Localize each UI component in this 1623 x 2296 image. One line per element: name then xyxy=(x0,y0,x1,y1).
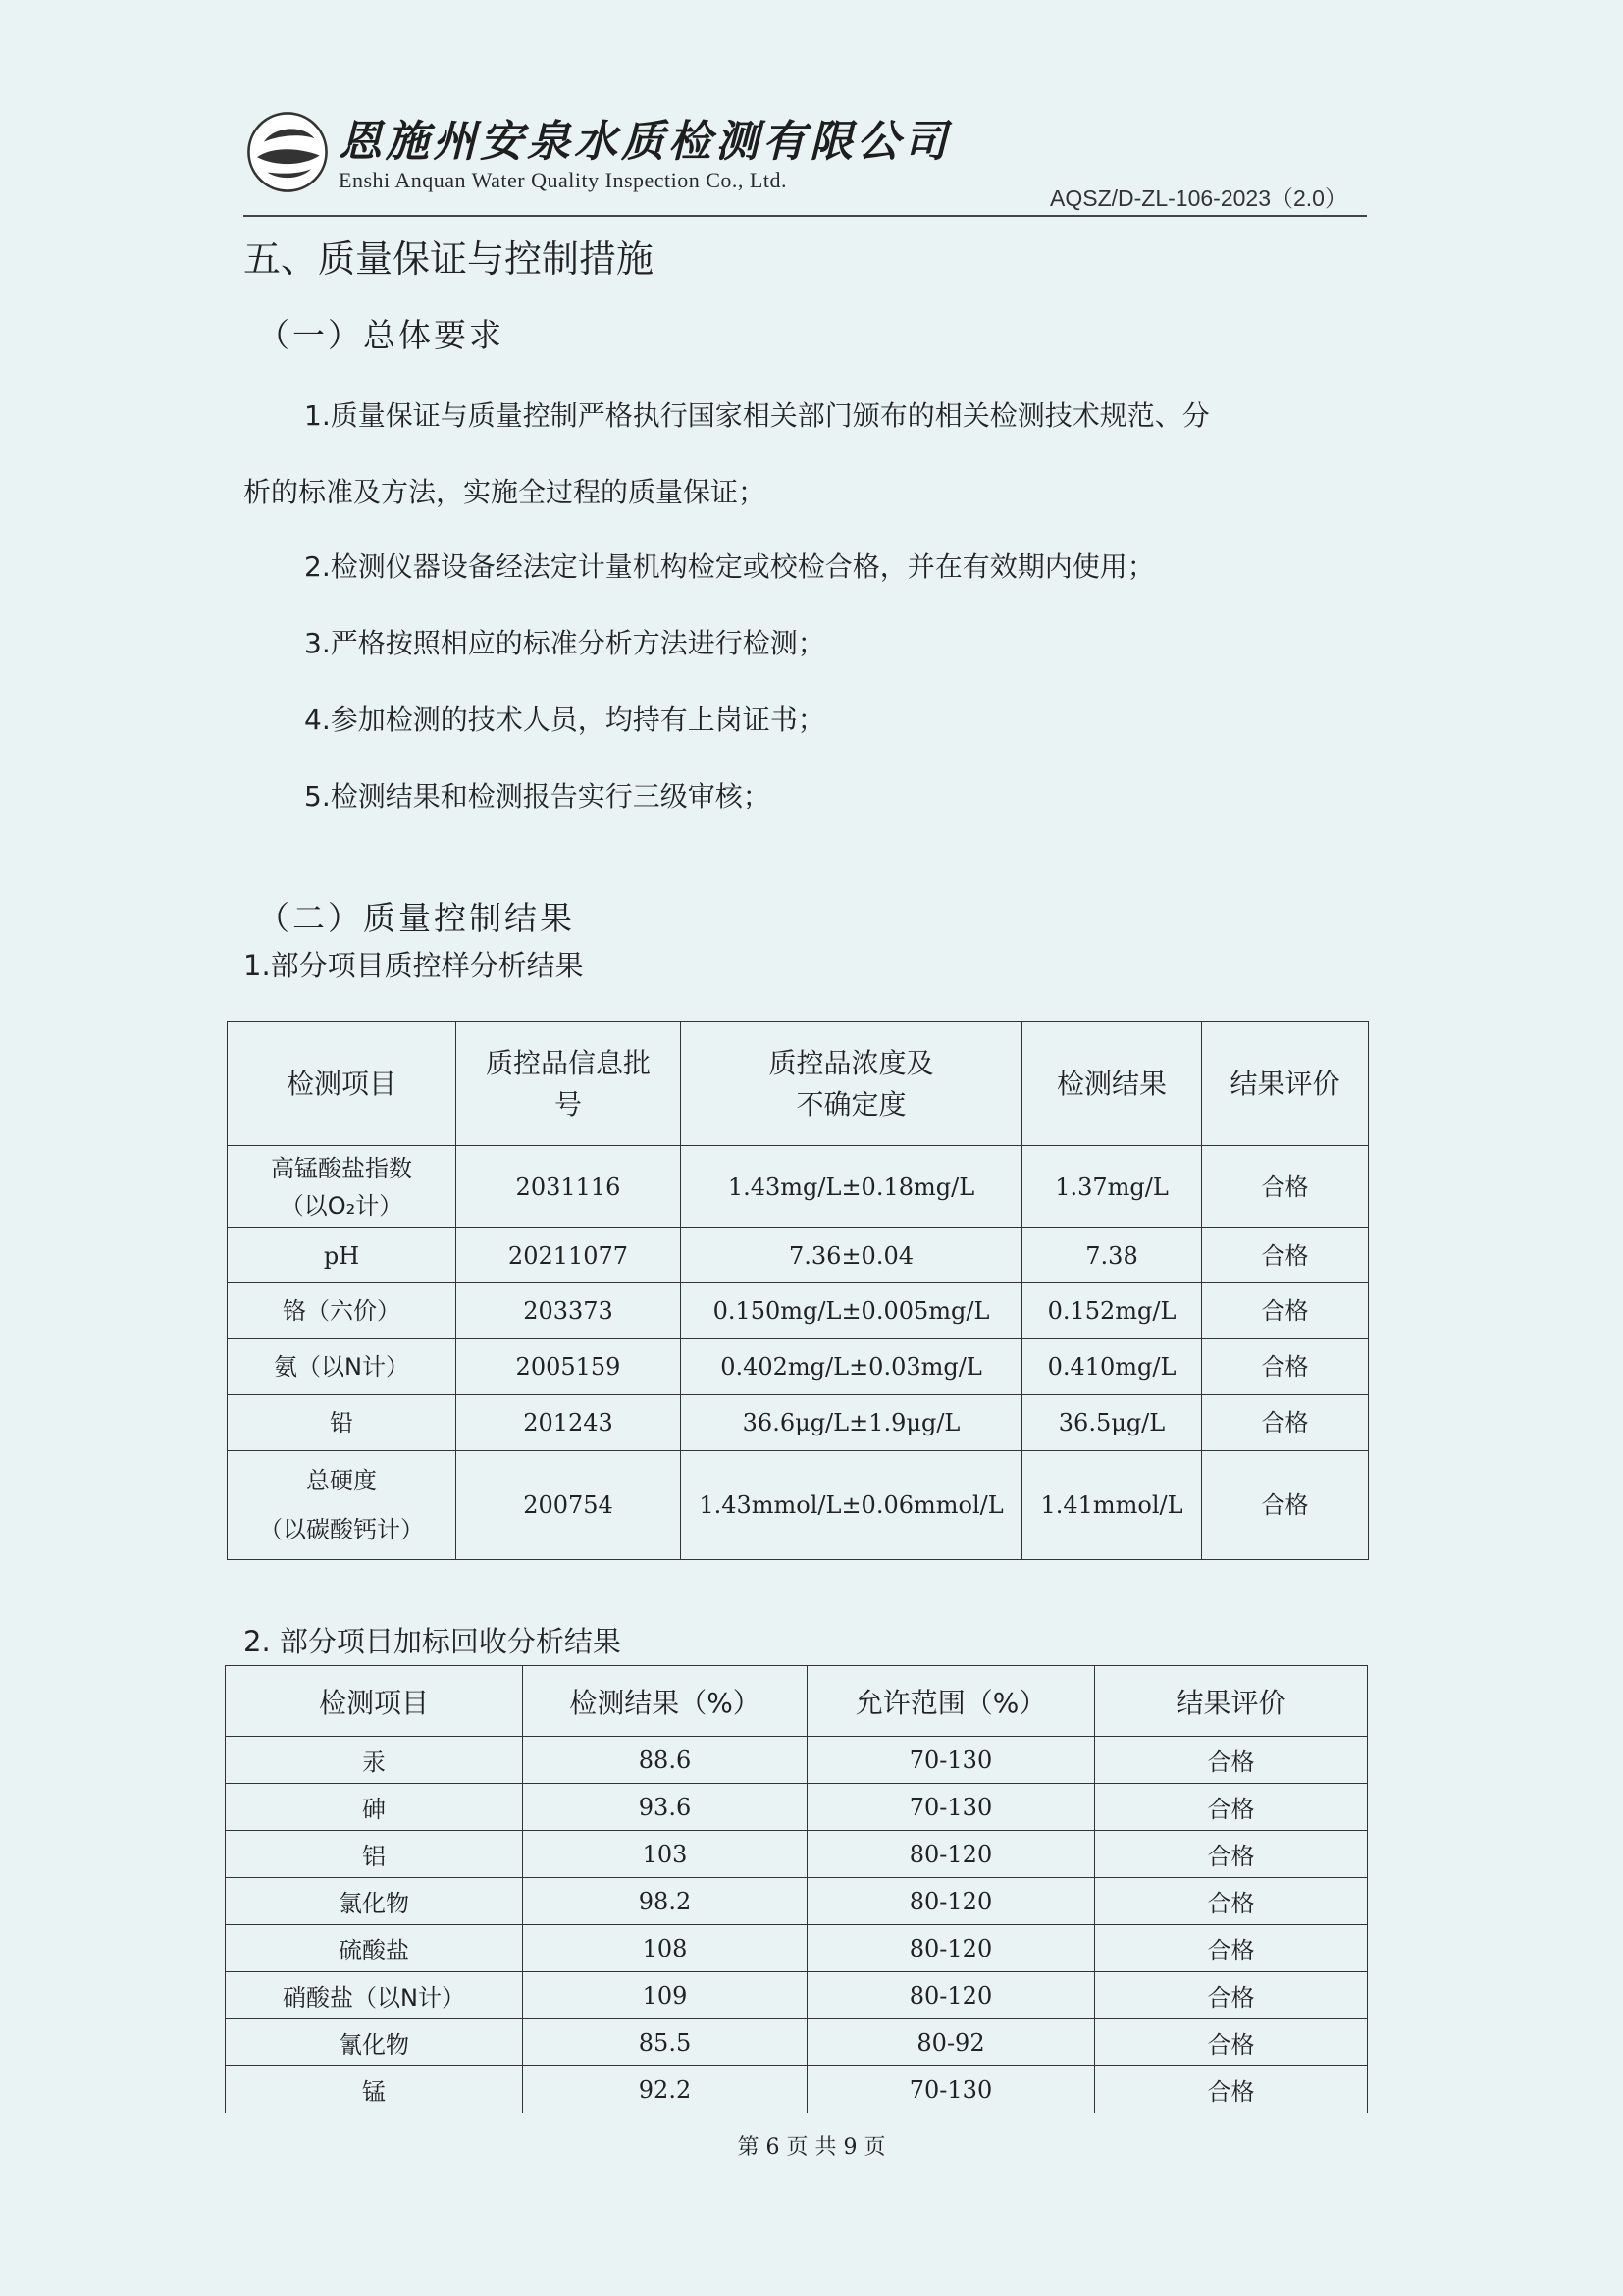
item-cell: 铅 xyxy=(228,1395,456,1451)
evaluation-cell: 合格 xyxy=(1202,1395,1369,1451)
header-divider xyxy=(243,215,1367,217)
range-cell: 70-130 xyxy=(808,1784,1095,1831)
item-name: 高锰酸盐指数 xyxy=(271,1154,412,1182)
table-row xyxy=(226,1737,1368,1784)
general-requirements-heading: （一）总体要求 xyxy=(257,316,504,354)
table-row xyxy=(228,1451,1369,1560)
result-cell: 108 xyxy=(523,1925,808,1972)
company-logo-icon xyxy=(245,110,330,194)
item-cell: 氨（以N计） xyxy=(228,1339,456,1395)
evaluation-cell: 合格 xyxy=(1202,1228,1369,1283)
range-cell: 80-120 xyxy=(808,1831,1095,1878)
concentration-cell: 1.43mg/L±0.18mg/L xyxy=(681,1146,1022,1228)
item-note: （以碳酸钙计） xyxy=(259,1516,424,1543)
col-header-result: 检测结果 xyxy=(1022,1022,1202,1146)
batch-cell: 201243 xyxy=(456,1395,681,1451)
evaluation-cell: 合格 xyxy=(1095,1878,1368,1925)
range-cell: 70-130 xyxy=(808,1737,1095,1784)
table-header-row xyxy=(228,1022,1369,1146)
company-name-en: Enshi Anquan Water Quality Inspection Co., Ltd. xyxy=(339,168,787,192)
concentration-cell: 1.43mmol/L±0.06mmol/L xyxy=(681,1451,1022,1560)
evaluation-cell: 合格 xyxy=(1202,1339,1369,1395)
item-cell xyxy=(228,1451,456,1560)
table2-caption: 2. 部分项目加标回收分析结果 xyxy=(243,1625,621,1658)
table-row xyxy=(226,1831,1368,1878)
evaluation-cell: 合格 xyxy=(1095,1972,1368,2019)
evaluation-cell: 合格 xyxy=(1095,1784,1368,1831)
batch-cell: 203373 xyxy=(456,1283,681,1339)
batch-cell: 20211077 xyxy=(456,1228,681,1283)
item-cell: 硫酸盐 xyxy=(226,1925,523,1972)
result-cell: 36.5μg/L xyxy=(1022,1395,1202,1451)
col-header-result: 检测结果（%） xyxy=(523,1666,808,1737)
result-cell: 103 xyxy=(523,1831,808,1878)
range-cell: 70-130 xyxy=(808,2066,1095,2113)
table-row xyxy=(226,1972,1368,2019)
result-cell: 1.37mg/L xyxy=(1022,1146,1202,1228)
result-cell: 7.38 xyxy=(1022,1228,1202,1283)
table-row xyxy=(226,1784,1368,1831)
result-cell: 85.5 xyxy=(523,2019,808,2066)
evaluation-cell: 合格 xyxy=(1095,1831,1368,1878)
col-header-batch: 质控品信息批号 xyxy=(456,1022,681,1146)
requirement-item-1: 1.质量保证与质量控制严格执行国家相关部门颁布的相关检测技术规范、分 xyxy=(304,399,1210,432)
result-cell: 93.6 xyxy=(523,1784,808,1831)
item-cell: 锰 xyxy=(226,2066,523,2113)
evaluation-cell: 合格 xyxy=(1202,1146,1369,1228)
table1-caption: 1.部分项目质控样分析结果 xyxy=(243,949,584,982)
batch-cell: 200754 xyxy=(456,1451,681,1560)
document-code: AQSZ/D-ZL-106-2023（2.0） xyxy=(1050,185,1347,211)
batch-cell: 2005159 xyxy=(456,1339,681,1395)
item-cell: 氰化物 xyxy=(226,2019,523,2066)
company-name-cn: 恩施州安泉水质检测有限公司 xyxy=(339,117,951,167)
table-row xyxy=(228,1146,1369,1228)
item-cell: 铝 xyxy=(226,1831,523,1878)
table-row xyxy=(228,1283,1369,1339)
table-header-row xyxy=(226,1666,1368,1737)
result-cell: 88.6 xyxy=(523,1737,808,1784)
evaluation-cell: 合格 xyxy=(1095,1925,1368,1972)
concentration-cell: 36.6μg/L±1.9μg/L xyxy=(681,1395,1022,1451)
item-cell xyxy=(228,1146,456,1228)
col-header-concentration: 质控品浓度及不确定度 xyxy=(681,1022,1022,1146)
qc-sample-table xyxy=(227,1021,1369,1560)
requirement-item-5: 5.检测结果和检测报告实行三级审核； xyxy=(304,780,770,812)
requirement-item-3: 3.严格按照相应的标准分析方法进行检测； xyxy=(304,627,825,659)
table-row xyxy=(226,2019,1368,2066)
range-cell: 80-120 xyxy=(808,1972,1095,2019)
table-row xyxy=(228,1395,1369,1451)
table-row xyxy=(226,2066,1368,2113)
requirement-item-2: 2.检测仪器设备经法定计量机构检定或校检合格，并在有效期内使用； xyxy=(304,550,1155,583)
col-header-range: 允许范围（%） xyxy=(808,1666,1095,1737)
item-cell: 汞 xyxy=(226,1737,523,1784)
table-row xyxy=(228,1339,1369,1395)
batch-cell: 2031116 xyxy=(456,1146,681,1228)
item-cell: 砷 xyxy=(226,1784,523,1831)
item-cell: pH xyxy=(228,1228,456,1283)
result-cell: 92.2 xyxy=(523,2066,808,2113)
result-cell: 0.152mg/L xyxy=(1022,1283,1202,1339)
range-cell: 80-120 xyxy=(808,1925,1095,1972)
range-cell: 80-120 xyxy=(808,1878,1095,1925)
result-cell: 109 xyxy=(523,1972,808,2019)
result-cell: 98.2 xyxy=(523,1878,808,1925)
page-number: 第 6 页 共 9 页 xyxy=(737,2135,886,2160)
item-name: 总硬度 xyxy=(306,1467,377,1494)
result-cell: 0.410mg/L xyxy=(1022,1339,1202,1395)
section-title: 五、质量保证与控制措施 xyxy=(243,237,654,281)
requirement-item-1-cont: 析的标准及方法，实施全过程的质量保证； xyxy=(243,476,766,508)
concentration-cell: 0.402mg/L±0.03mg/L xyxy=(681,1339,1022,1395)
evaluation-cell: 合格 xyxy=(1095,1737,1368,1784)
col-header-item: 检测项目 xyxy=(228,1022,456,1146)
col-header-evaluation: 结果评价 xyxy=(1095,1666,1368,1737)
item-cell: 氯化物 xyxy=(226,1878,523,1925)
col-header-item: 检测项目 xyxy=(226,1666,523,1737)
evaluation-cell: 合格 xyxy=(1095,2019,1368,2066)
evaluation-cell: 合格 xyxy=(1202,1283,1369,1339)
table-row xyxy=(228,1228,1369,1283)
result-cell: 1.41mmol/L xyxy=(1022,1451,1202,1560)
item-cell: 硝酸盐（以N计） xyxy=(226,1972,523,2019)
requirement-item-4: 4.参加检测的技术人员，均持有上岗证书； xyxy=(304,704,825,736)
table-row xyxy=(226,1925,1368,1972)
concentration-cell: 7.36±0.04 xyxy=(681,1228,1022,1283)
item-cell: 铬（六价） xyxy=(228,1283,456,1339)
evaluation-cell: 合格 xyxy=(1202,1451,1369,1560)
table-row xyxy=(226,1878,1368,1925)
item-note: （以O₂计） xyxy=(280,1191,403,1220)
qc-results-heading: （二）质量控制结果 xyxy=(257,899,575,937)
range-cell: 80-92 xyxy=(808,2019,1095,2066)
spike-recovery-table xyxy=(225,1665,1368,2113)
col-header-evaluation: 结果评价 xyxy=(1202,1022,1369,1146)
concentration-cell: 0.150mg/L±0.005mg/L xyxy=(681,1283,1022,1339)
evaluation-cell: 合格 xyxy=(1095,2066,1368,2113)
